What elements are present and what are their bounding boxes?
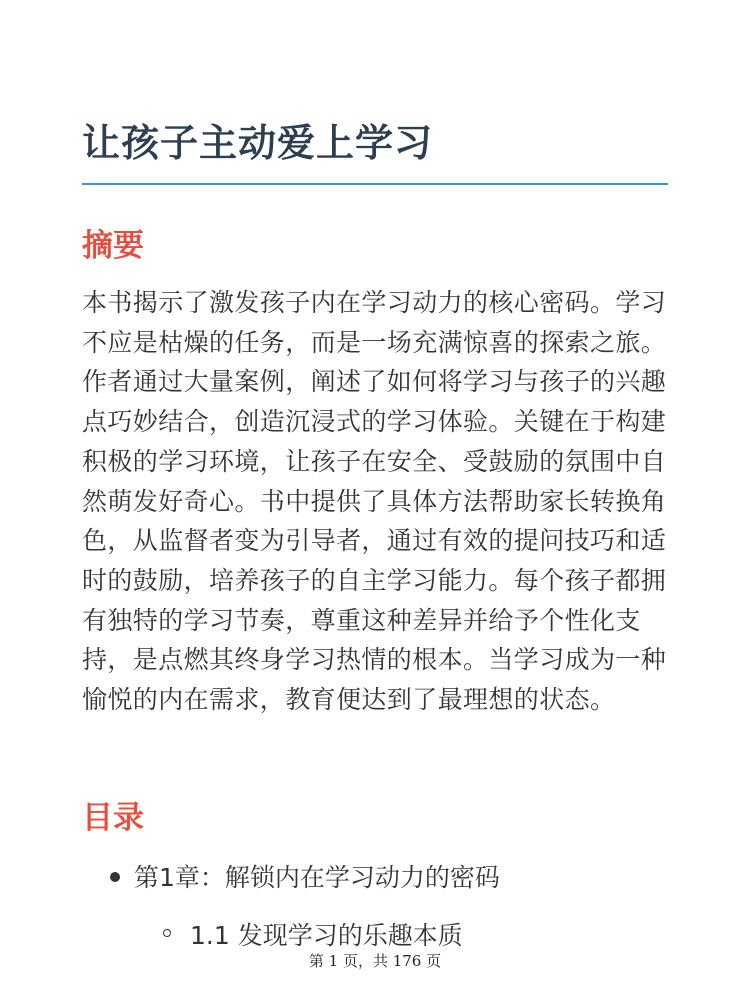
toc-item-label[interactable]: 第1章：解锁内在学习动力的密码 [134,863,500,892]
toc-subitem-label[interactable]: 1.1 发现学习的乐趣本质 [190,921,463,950]
bullet-circle-icon [163,929,171,937]
abstract-heading: 摘要 [82,228,144,264]
toc-heading: 目录 [82,800,144,836]
document-title: 让孩子主动爱上学习 [82,121,434,165]
abstract-paragraph: 本书揭示了激发孩子内在学习动力的核心密码。学习不应是枯燥的任务，而是一场充满惊喜的探索之旅。作者通过大量案例，阐述了如何将学习与孩子的兴趣点巧妙结合，创造沉浸式的学习体验。关键在于构建积极的学习环境，让孩子在安全、受鼓励的氛围中自然萌发好奇心。书中提供了具体方法帮助家长转换角色，从监督者变为引导者，通过有效的提问技巧和适时的鼓励，培养孩子的自主学习能力。每个孩子都拥有独特的学习节奏，尊重这种差异并给予个性化支持，是点燃其终身学习热情的根本。当学习成为一种愉悦的内在需求，教育便达到了最理想的状态。 [82,288,667,715]
page-footer: 第 1 页，共 176 页 [308,952,442,970]
title-divider [82,183,668,185]
bullet-disc-icon [110,872,120,882]
